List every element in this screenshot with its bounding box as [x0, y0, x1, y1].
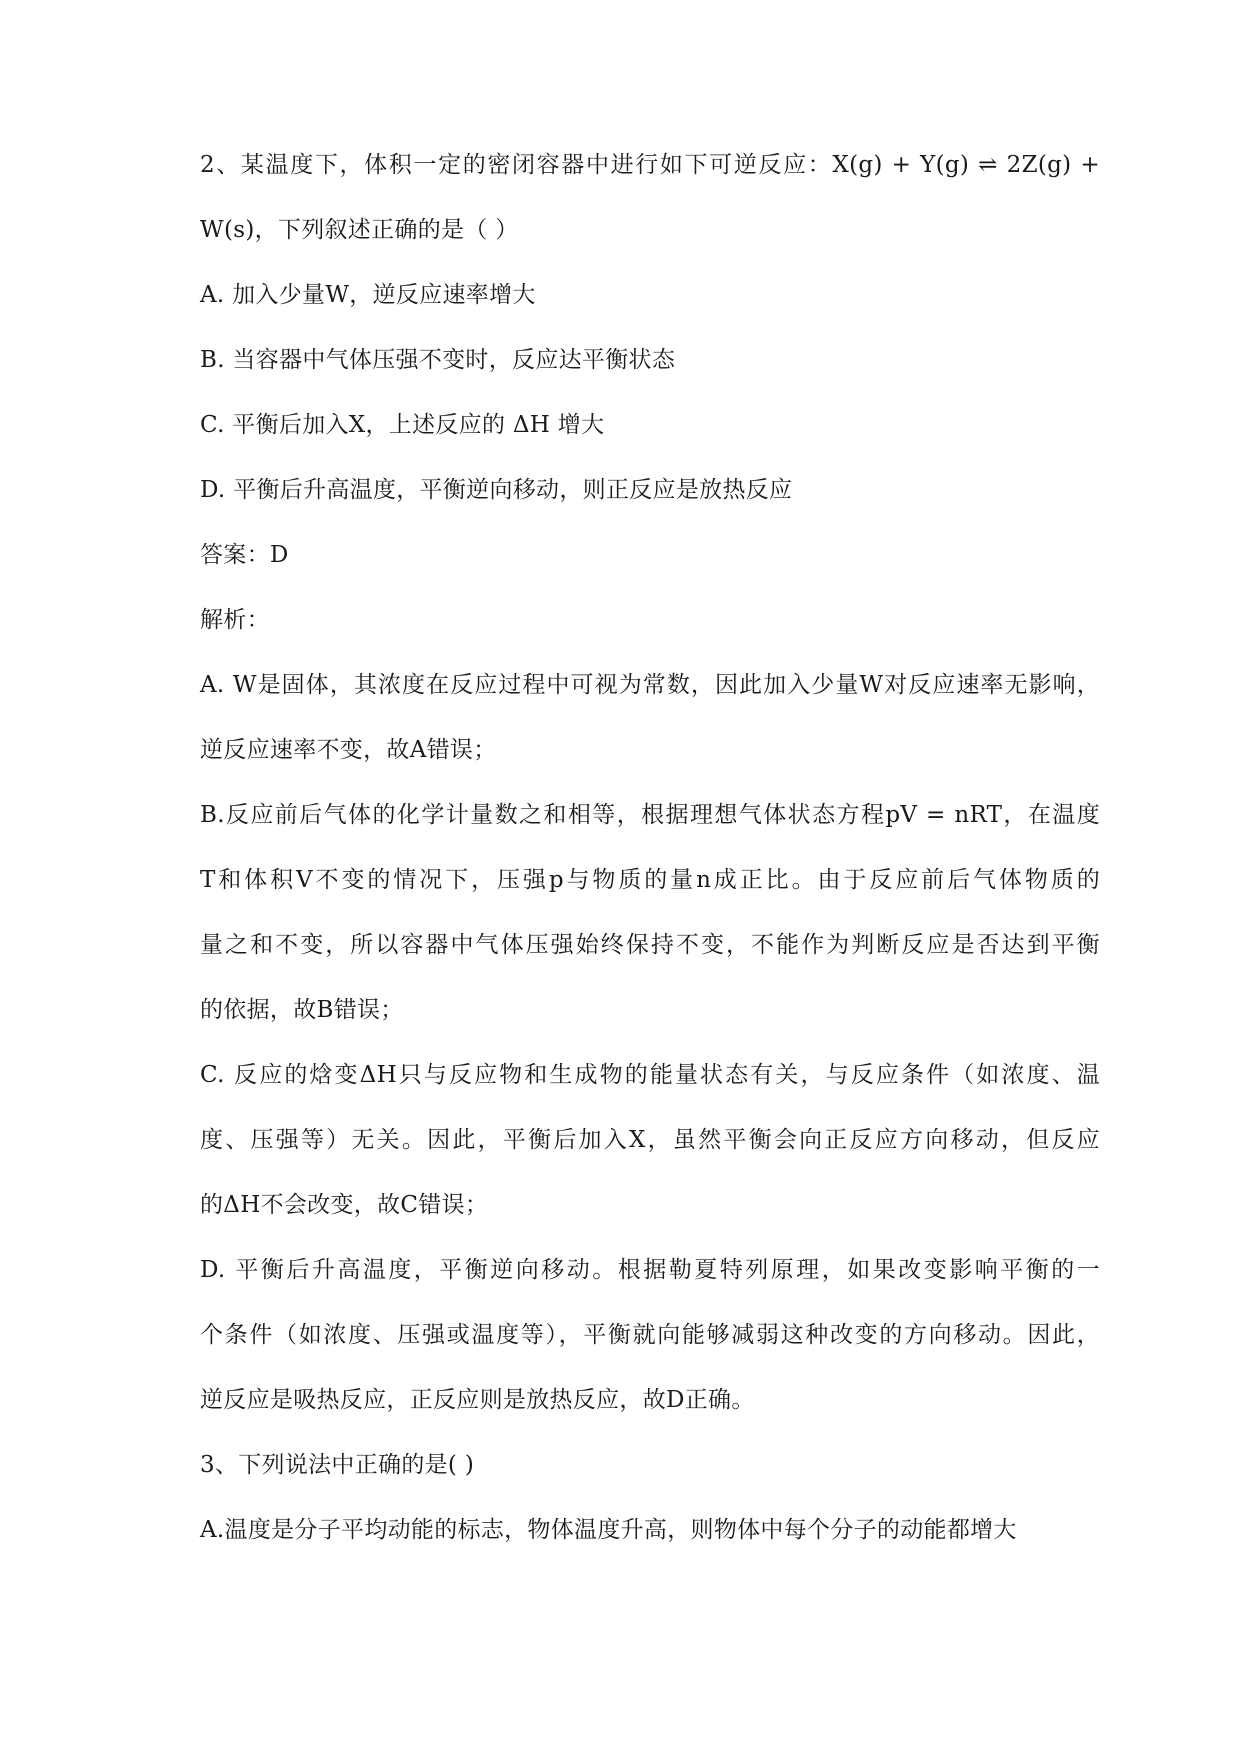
analysis-line: 逆反应速率不变，故A错误；: [200, 737, 497, 763]
analysis-line: B.反应前后气体的化学计量数之和相等，根据理想气体状态方程pV = nRT，在温度: [200, 802, 1100, 828]
analysis-line: 逆反应是吸热反应，正反应则是放热反应，故D正确。: [200, 1387, 755, 1413]
question-2-option-a: A. 加入少量W，逆反应速率增大: [200, 282, 536, 308]
analysis-line: 度、压强等）无关。因此，平衡后加入X，虽然平衡会向正反应方向移动，但反应: [200, 1127, 1100, 1153]
question-2-analysis-label: 解析：: [200, 607, 270, 633]
analysis-line: A. W是固体，其浓度在反应过程中可视为常数，因此加入少量W对反应速率无影响，: [200, 672, 1100, 698]
question-2-stem-line-1: 2、某温度下，体积一定的密闭容器中进行如下可逆反应：X(g) + Y(g) ⇌ 2Z(g) +: [200, 152, 1100, 178]
question-3-stem: 3、下列说法中正确的是( ): [200, 1452, 475, 1478]
analysis-line: 量之和不变，所以容器中气体压强始终保持不变，不能作为判断反应是否达到平衡: [200, 932, 1100, 958]
analysis-line: 的ΔH不会改变，故C错误；: [200, 1192, 489, 1218]
question-2-answer: 答案：D: [200, 542, 289, 568]
analysis-line: 的依据，故B错误；: [200, 997, 404, 1023]
analysis-line: T和体积V不变的情况下，压强p与物质的量n成正比。由于反应前后气体物质的: [200, 867, 1100, 893]
analysis-line: D. 平衡后升高温度，平衡逆向移动。根据勒夏特列原理，如果改变影响平衡的一: [200, 1257, 1100, 1283]
analysis-line: C. 反应的焓变ΔH只与反应物和生成物的能量状态有关，与反应条件（如浓度、温: [200, 1062, 1100, 1088]
question-2-option-b: B. 当容器中气体压强不变时，反应达平衡状态: [200, 347, 676, 373]
document-content: [200, 145, 1100, 1575]
question-2-stem-line-2: W(s)，下列叙述正确的是（ ）: [200, 217, 519, 243]
question-2-option-c: C. 平衡后加入X，上述反应的 ΔH 增大: [200, 412, 605, 438]
question-2-option-d: D. 平衡后升高温度，平衡逆向移动，则正反应是放热反应: [200, 477, 793, 503]
analysis-line: 个条件（如浓度、压强或温度等），平衡就向能够减弱这种改变的方向移动。因此，: [200, 1322, 1100, 1348]
question-3-option-a: A.温度是分子平均动能的标志，物体温度升高，则物体中每个分子的动能都增大: [200, 1517, 1017, 1543]
